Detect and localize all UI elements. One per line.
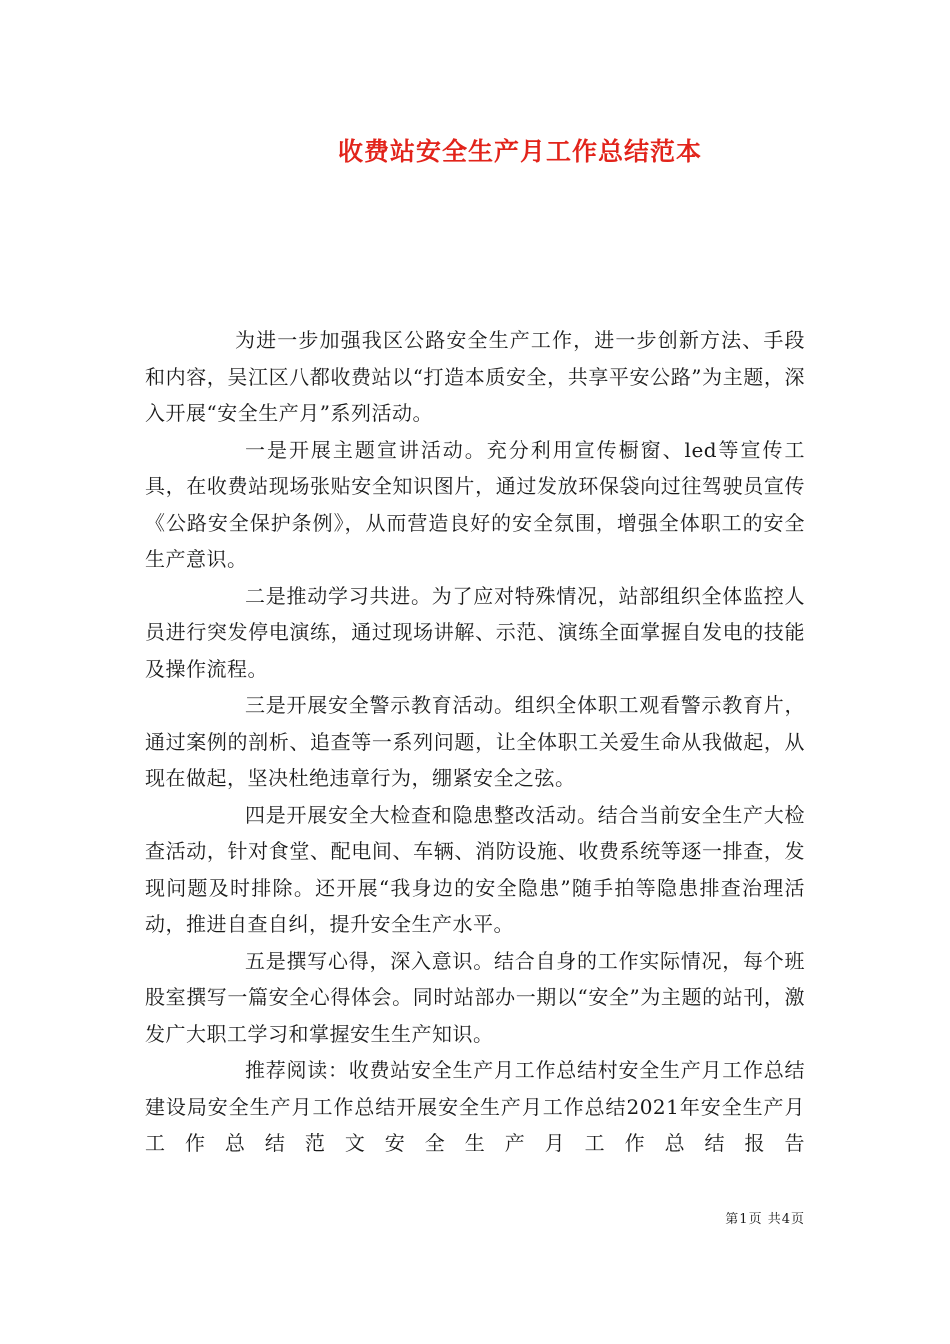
paragraph-item-5: 五是撰写心得，深入意识。结合自身的工作实际情况，每个班股室撰写一篇安全心得体会。同时站部办一期以“安全”为主题的站刊，激发广大职工学习和掌握安生生产知识。 <box>145 948 805 1046</box>
paragraph-item-3: 三是开展安全警示教育活动。组织全体职工观看警示教育片，通过案例的剖析、追查等一系列问题，让全体职工关爱生命从我做起，从现在做起，坚决杜绝违章行为，绷紧安全之弦。 <box>145 693 805 790</box>
page-label-suffix: 页 <box>790 1212 805 1227</box>
page-label-prefix: 第 <box>725 1212 740 1227</box>
document-body <box>145 322 805 1162</box>
paragraph-item-4: 四是开展安全大检查和隐患整改活动。结合当前安全生产大检查活动，针对食堂、配电间、车辆、消防设施、收费系统等逐一排查，发现问题及时排除。还开展“我身边的安全隐患”随手拍等隐患排查治理活动，推进自查自纠，提升安全生产水平。 <box>145 802 805 936</box>
page-label-mid: 页 共 <box>748 1212 782 1227</box>
document-title: 收费站安全生产月工作总结范本 <box>337 137 702 166</box>
current-page-number: 1 <box>739 1212 749 1227</box>
paragraph-item-1: 一是开展主题宣讲活动。充分利用宣传橱窗、led等宣传工具，在收费站现场张贴安全知识图片，通过发放环保袋向过往驾驶员宣传《公路安全保护条例》，从而营造良好的安全氛围，增强全体职工的安全生产意识。 <box>145 437 805 571</box>
paragraph-recommended-reading: 推荐阅读：收费站安全生产月工作总结村安全生产月工作总结建设局安全生产月工作总结开展安全生产月工作总结2021年安全生产月工作总结范文安全生产月工作总结报告 <box>145 1058 805 1155</box>
total-pages-number: 4 <box>781 1212 791 1227</box>
paragraph-intro: 为进一步加强我区公路安全生产工作，进一步创新方法、手段和内容，吴江区八都收费站以“打造本质安全，共享平安公路”为主题，深入开展“安全生产月”系列活动。 <box>145 328 805 425</box>
page-number-footer <box>725 1208 805 1227</box>
paragraph-item-2: 二是推动学习共进。为了应对特殊情况，站部组织全体监控人员进行突发停电演练，通过现场讲解、示范、演练全面掌握自发电的技能及操作流程。 <box>145 583 805 681</box>
